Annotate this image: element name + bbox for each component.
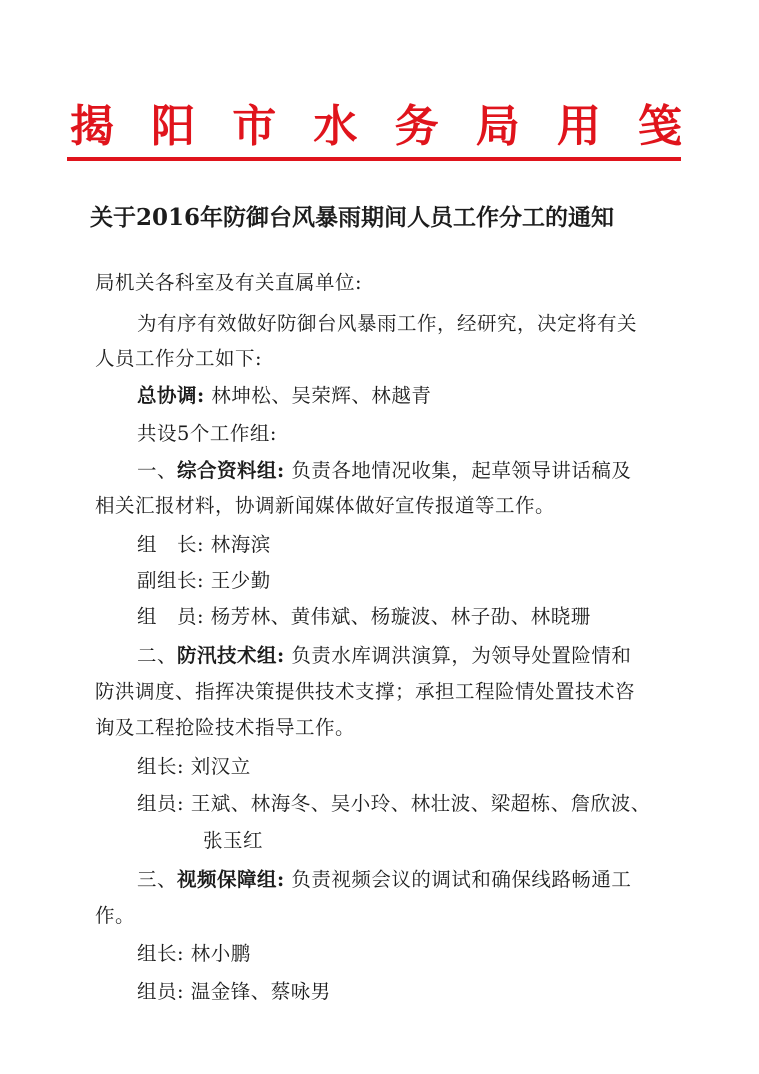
group2-duty-line-3: 询及工程抢险技术指导工作。 (95, 716, 356, 739)
intro-line-2: 人员工作分工如下: (95, 347, 263, 370)
group3-name: 视频保障组: (177, 868, 285, 891)
letterhead-char: 局 (475, 101, 520, 152)
group3-number: 三、 (137, 868, 178, 891)
letterhead-char: 揭 (70, 101, 114, 152)
group1-duty-1: 负责各地情况收集，起草领导讲话稿及 (291, 459, 632, 482)
letterhead-char: 水 (313, 101, 358, 152)
group1-members: 组 员: 杨芳林、黄伟斌、杨璇波、林子劭、林晓珊 (137, 605, 591, 628)
coordinator-label: 总协调: (137, 384, 205, 407)
group3-duty-1: 负责视频会议的调试和确保线路畅通工 (291, 868, 632, 891)
group3-duty-line-1 (137, 865, 631, 895)
coordinator-names: 林坤松、吴荣辉、林越青 (211, 384, 432, 407)
group2-number: 二、 (137, 644, 178, 667)
group2-duty-line-1 (137, 641, 631, 671)
group1-name: 综合资料组: (177, 459, 285, 482)
letterhead (70, 98, 682, 156)
group1-duty-line-2: 相关汇报材料，协调新闻媒体做好宣传报道等工作。 (95, 494, 556, 517)
group3-members: 组员: 温金锋、蔡咏男 (137, 980, 331, 1003)
letterhead-char: 市 (232, 101, 277, 152)
group2-name: 防汛技术组: (177, 644, 285, 667)
group2-members-2: 张玉红 (203, 829, 264, 852)
coordinator-line (137, 381, 431, 411)
group1-leader: 组 长: 林海滨 (137, 533, 271, 556)
group2-leader: 组长: 刘汉立 (137, 755, 251, 778)
letterhead-char: 笺 (637, 101, 682, 152)
letterhead-char: 用 (556, 101, 601, 152)
group2-members-1: 组员: 王斌、林海冬、吴小玲、林壮波、梁超栋、詹欣波、 (137, 792, 651, 815)
group1-duty-line-1 (137, 456, 631, 486)
group3-leader: 组长: 林小鹏 (137, 942, 251, 965)
salutation: 局机关各科室及有关直属单位: (95, 271, 363, 294)
group1-deputy: 副组长: 王少勤 (137, 569, 271, 592)
document-title: 关于2016年防御台风暴雨期间人员工作分工的通知 (90, 204, 615, 231)
letterhead-char: 务 (394, 101, 439, 152)
group2-duty-line-2: 防洪调度、指挥决策提供技术支撑；承担工程险情处置技术咨 (95, 680, 636, 703)
letterhead-char: 阳 (151, 101, 196, 152)
group2-duty-1: 负责水库调洪演算，为领导处置险情和 (291, 644, 632, 667)
intro-line-1: 为有序有效做好防御台风暴雨工作，经研究，决定将有关 (137, 312, 638, 335)
letterhead-rule (67, 157, 681, 161)
group1-number: 一、 (137, 459, 178, 482)
group3-duty-line-2: 作。 (95, 904, 136, 927)
groups-intro: 共设5个工作组: (137, 422, 277, 445)
